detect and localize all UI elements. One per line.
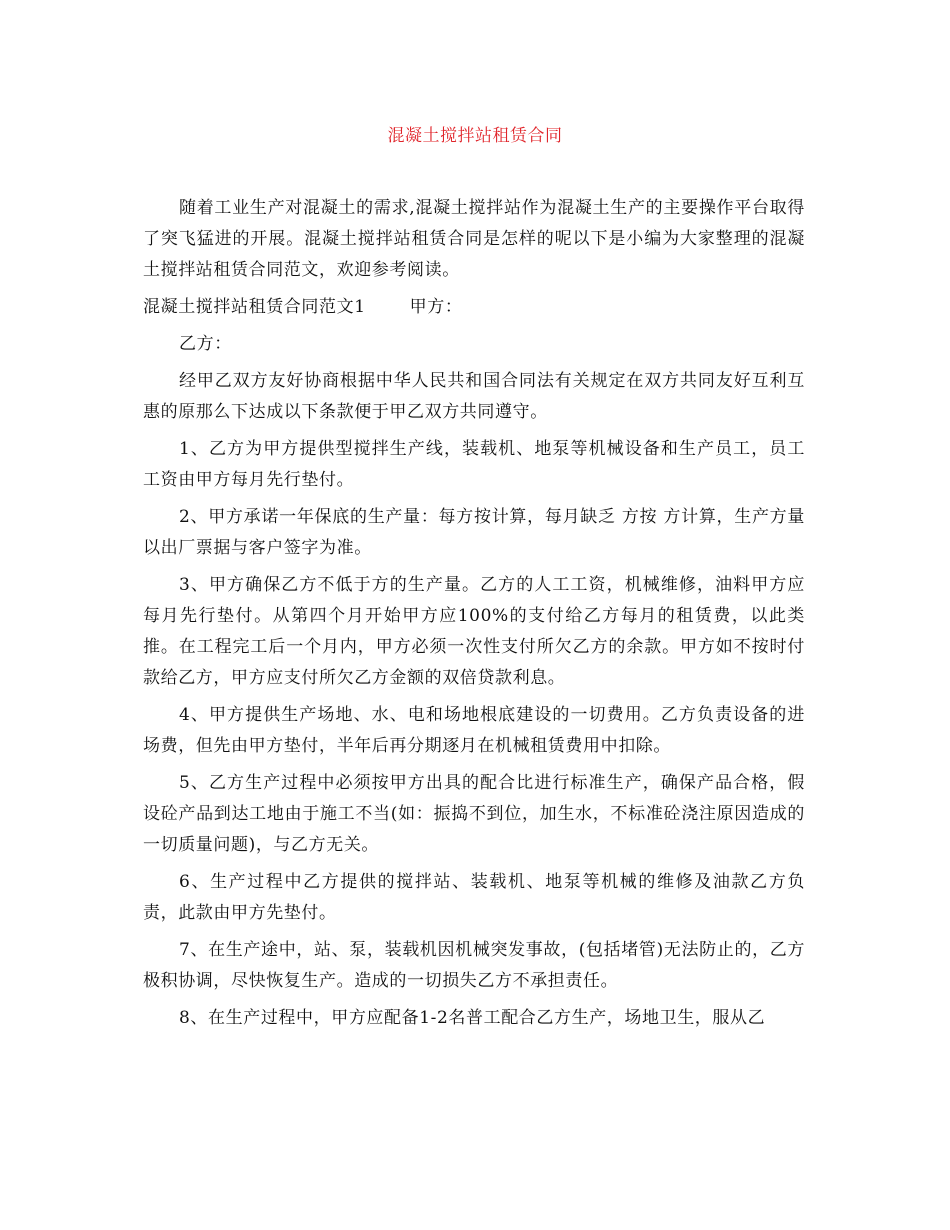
clause-6: 6、生产过程中乙方提供的搅拌站、装载机、地泵等机械的维修及油款乙方负责，此款由甲方先垫付。 — [143, 872, 805, 923]
clause-2: 2、甲方承诺一年保底的生产量：每方按计算，每月缺乏 方按 方计算，生产方量以出厂票据与客户签字为准。 — [143, 507, 805, 558]
document-body — [143, 193, 805, 1040]
preamble-paragraph: 经甲乙双方友好协商根据中华人民共和国合同法有关规定在双方共同友好互利互惠的原那么下达成以下条款便于甲乙双方共同遵守。 — [143, 371, 805, 422]
clause-3: 3、甲方确保乙方不低于方的生产量。乙方的人工工资，机械维修，油料甲方应每月先行垫付。从第四个月开始甲方应100%的支付给乙方每月的租赁费，以此类推。在工程完工后一个月内，甲方必须一次性支付所欠乙方的余款。甲方如不按时付款给乙方，甲方应支付所欠乙方金额的双倍贷款利息。 — [143, 575, 805, 688]
clause-8: 8、在生产过程中，甲方应配备1-2名普工配合乙方生产，场地卫生，服从乙 — [179, 1008, 766, 1028]
intro-paragraph: 随着工业生产对混凝土的需求,混凝土搅拌站作为混凝土生产的主要操作平台取得了突飞猛进的开展。混凝土搅拌站租赁合同是怎样的呢以下是小编为大家整理的混凝土搅拌站租赁合同范文，欢迎参考阅读。 — [143, 198, 805, 280]
party-b-label: 乙方： — [179, 334, 232, 354]
clause-7: 7、在生产途中，站、泵，装载机因机械突发事故，(包括堵管)无法防止的，乙方极积协调，尽快恢复生产。造成的一切损失乙方不承担责任。 — [143, 940, 805, 991]
clause-4: 4、甲方提供生产场地、水、电和场地根底建设的一切费用。乙方负责设备的进场费，但先由甲方垫付，半年后再分期逐月在机械租赁费用中扣除。 — [143, 705, 805, 756]
sample-heading: 混凝土搅拌站租赁合同范文1 — [143, 297, 366, 317]
clause-1: 1、乙方为甲方提供型搅拌生产线，装载机、地泵等机械设备和生产员工，员工工资由甲方每月先行垫付。 — [143, 439, 805, 490]
document-title: 混凝土搅拌站租赁合同 — [387, 126, 563, 146]
sample-heading-line — [143, 292, 805, 323]
party-a-label: 甲方： — [409, 297, 463, 317]
clause-5: 5、乙方生产过程中必须按甲方出具的配合比进行标准生产，确保产品合格，假设砼产品到达工地由于施工不当(如：振捣不到位，加生水，不标准砼浇注原因造成的一切质量问题)，与乙方无关。 — [143, 773, 805, 855]
